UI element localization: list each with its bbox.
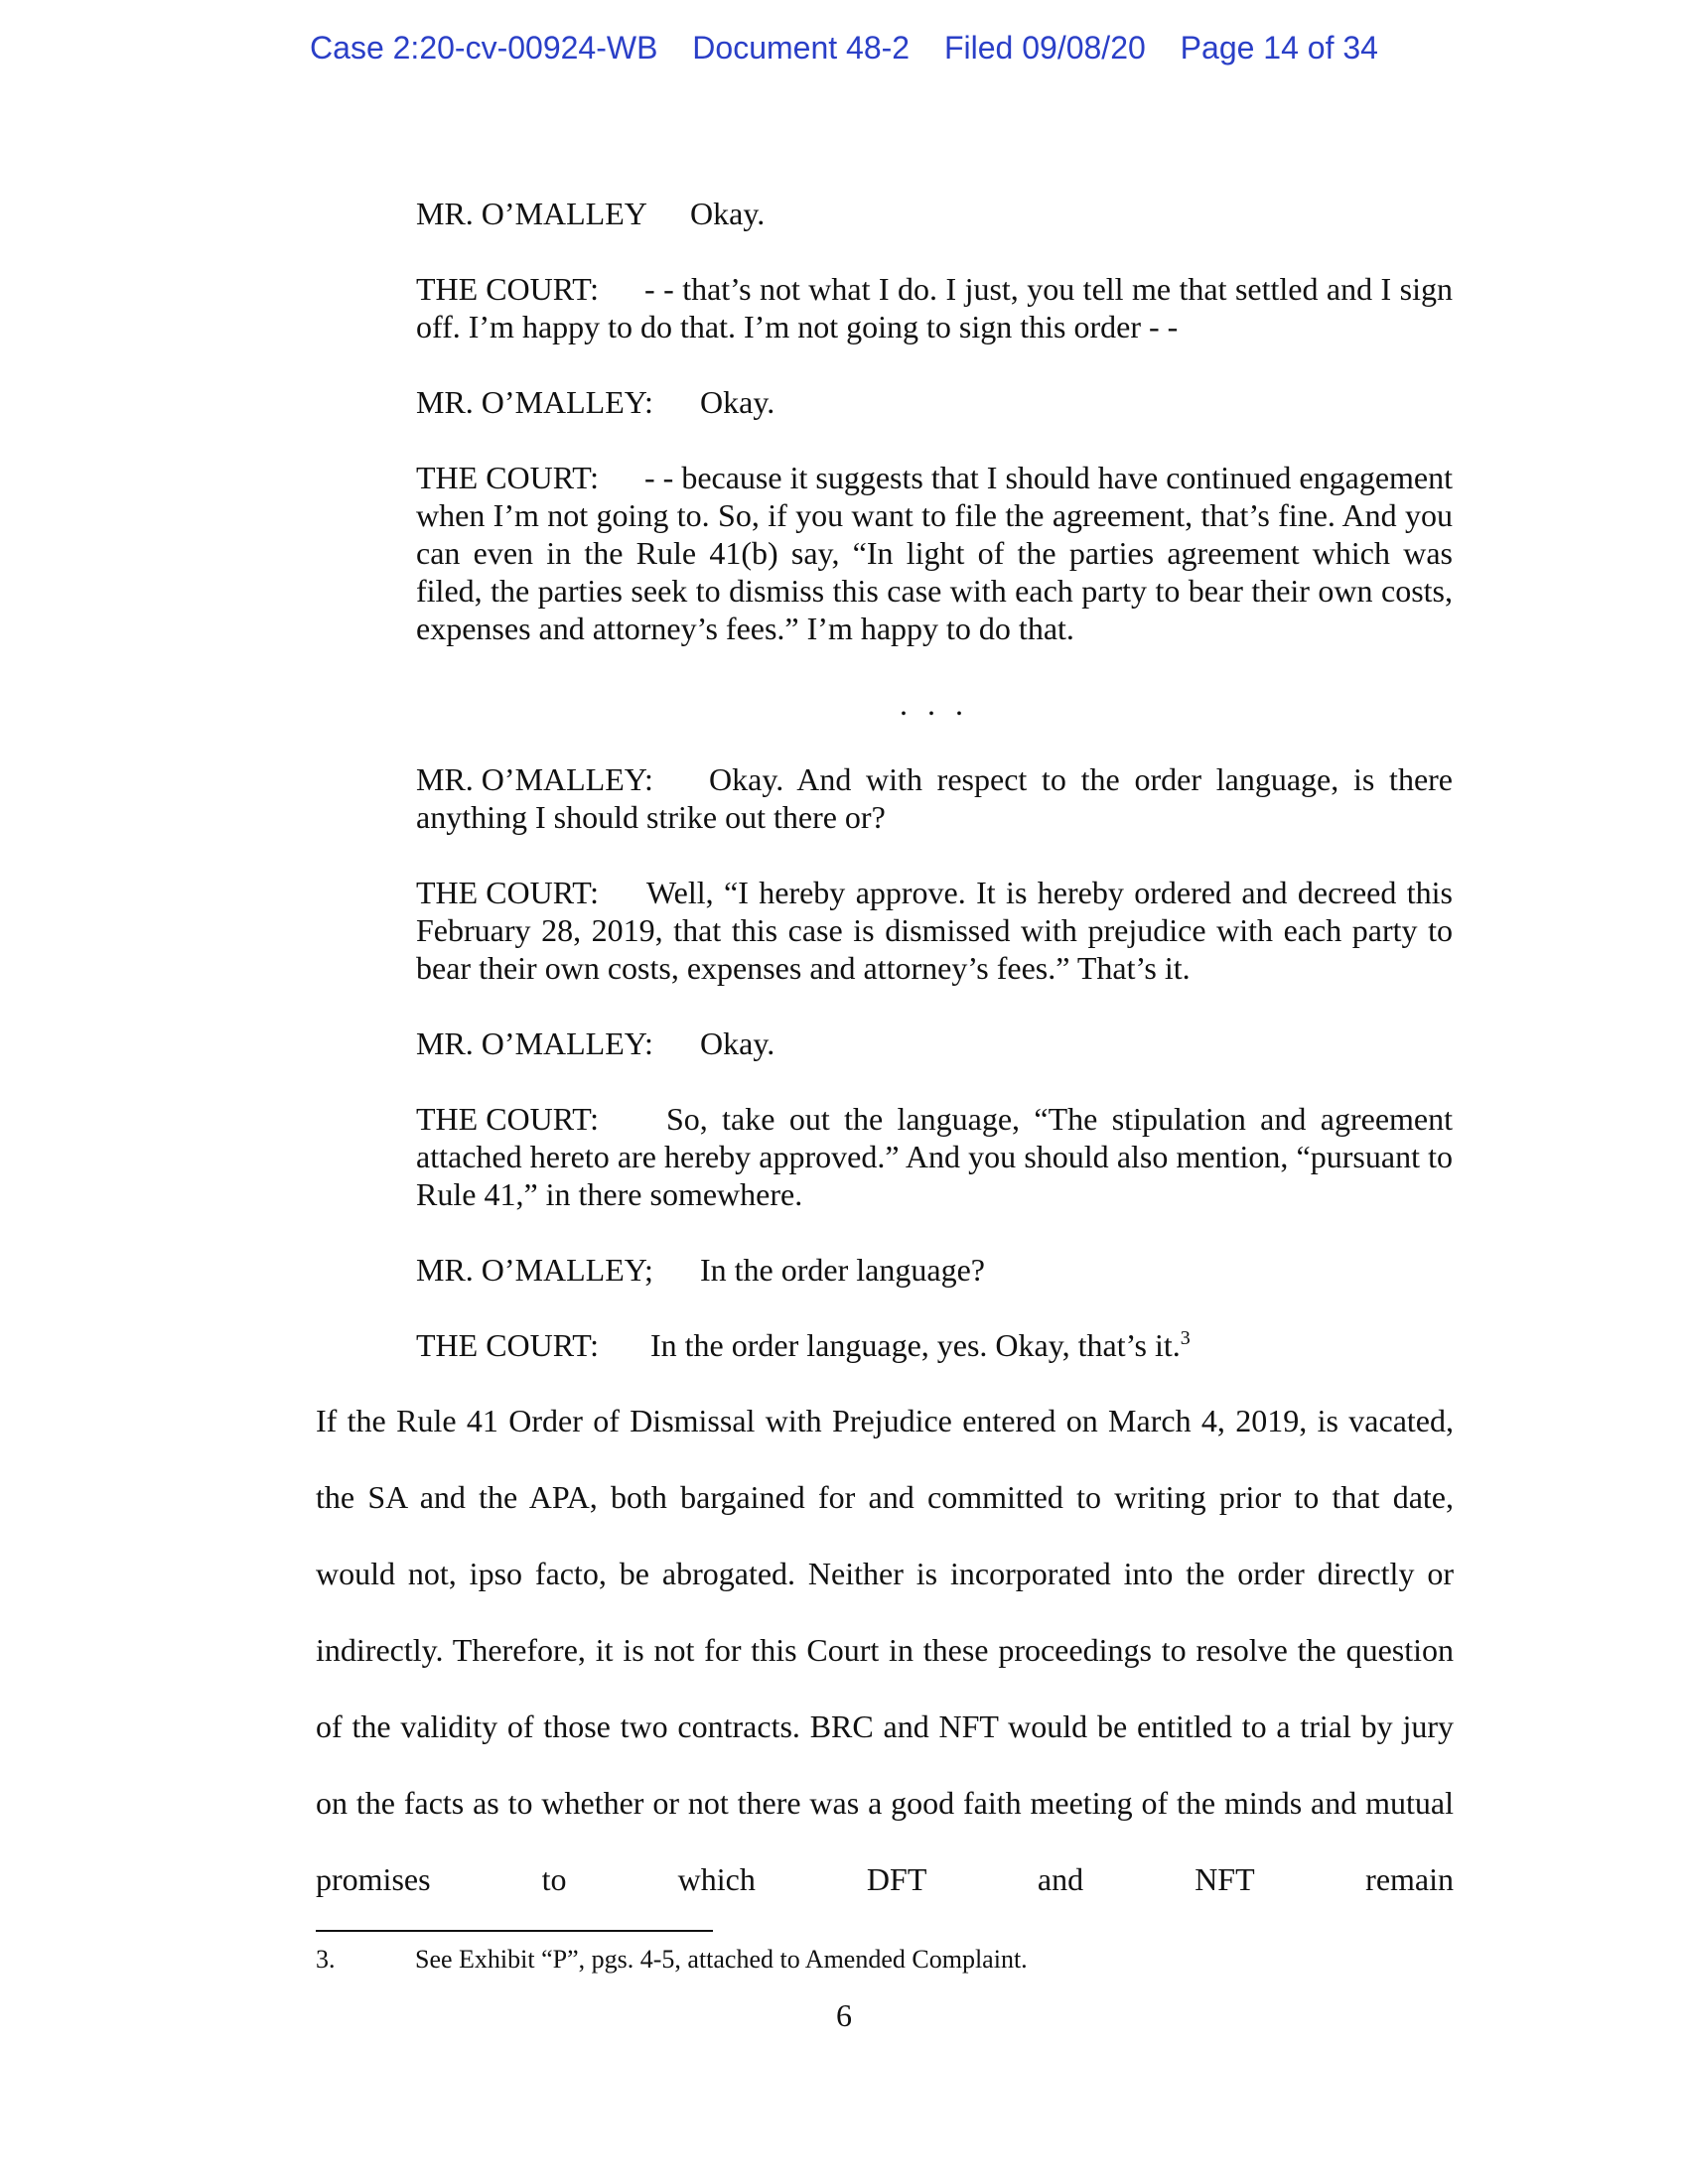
transcript-entry [416, 1251, 1453, 1289]
spoken-text: In the order language, yes. Okay, that’s it. [650, 1327, 1181, 1363]
transcript-excerpt [416, 195, 1453, 1364]
spoken-text: In the order language? [700, 1252, 985, 1288]
transcript-entry [416, 270, 1453, 345]
transcript-entry [416, 760, 1453, 836]
spoken-text: Okay. [690, 196, 766, 231]
speaker-label: MR. O’MALLEY; [416, 1252, 653, 1288]
speaker-label: MR. O’MALLEY: [416, 1025, 653, 1061]
page-count: Page 14 of 34 [1180, 30, 1378, 66]
speaker-label: MR. O’MALLEY: [416, 384, 653, 420]
filed-date: Filed 09/08/20 [943, 30, 1146, 66]
footnote-text: See Exhibit “P”, pgs. 4-5, attached to Amended Complaint. [415, 1945, 1028, 1974]
spoken-text: Well, “I hereby approve. It is hereby ordered and decreed this February 28, 2019, that this case is dismissed with prejudice with each party to bear their own costs, expenses and attorney’s fees.” That’s it. [416, 875, 1453, 986]
footnote-reference[interactable]: 3 [1180, 1327, 1191, 1349]
ellipsis: . . . [900, 686, 969, 722]
spoken-text: Okay. And with respect to the order language, is there anything I should strike out there or? [416, 761, 1453, 835]
transcript-entry [416, 383, 1453, 421]
page-number: 6 [836, 1997, 852, 2033]
speaker-label: THE COURT: [416, 875, 600, 910]
speaker-label: MR. O’MALLEY [416, 196, 647, 231]
transcript-entry [416, 1100, 1453, 1213]
case-number: Case 2:20-cv-00924-WB [310, 30, 658, 66]
footnote [316, 1944, 1454, 1976]
transcript-entry [416, 195, 1453, 232]
transcript-entry [416, 459, 1453, 647]
speaker-label: MR. O’MALLEY: [416, 761, 653, 797]
speaker-label: THE COURT: [416, 1101, 600, 1137]
spoken-text: - - because it suggests that I should have continued engagement when I’m not going to. So, if you want to file the agreement, that’s fine. And you can even in the Rule 41(b) say, “In light of the parties agreement which was filed, the parties seek to dismiss this case with each party to bear their own costs, expenses and attorney’s fees.” I’m happy to do that. [416, 460, 1453, 646]
transcript-entry [416, 1326, 1453, 1364]
speaker-label: THE COURT: [416, 460, 600, 495]
case-header [0, 30, 1688, 67]
transcript-entry [416, 1024, 1453, 1062]
spoken-text: So, take out the language, “The stipulation and agreement attached hereto are hereby approved.” And you should also mention, “pursuant to Rule 41,” in there somewhere. [416, 1101, 1453, 1212]
footnote-number: 3. [316, 1945, 336, 1974]
spoken-text: Okay. [700, 1025, 775, 1061]
transcript-entry [416, 874, 1453, 987]
speaker-label: THE COURT: [416, 271, 600, 307]
body-paragraph: If the Rule 41 Order of Dismissal with Prejudice entered on March 4, 2019, is vacated, the SA and the APA, both bargained for and committed to writing prior to that date, would not, ipso facto, be abrogated. Neither is incorporated into the order directly or indirectly. Therefore, it is not for this Court in these proceedings to resolve the question of the validity of those two contracts. BRC and NFT would be entitled to a trial by jury on the facts as to whether or not there was a good faith meeting of the minds and mutual promises to which DFT and NFT remain [316, 1403, 1454, 1897]
spoken-text: Okay. [700, 384, 775, 420]
footnote-divider [316, 1930, 713, 1932]
speaker-label: THE COURT: [416, 1327, 600, 1363]
document-number: Document 48-2 [692, 30, 911, 66]
spoken-text: - - that’s not what I do. I just, you tell me that settled and I sign off. I’m happy to do that. I’m not going to sign this order - - [416, 271, 1453, 344]
